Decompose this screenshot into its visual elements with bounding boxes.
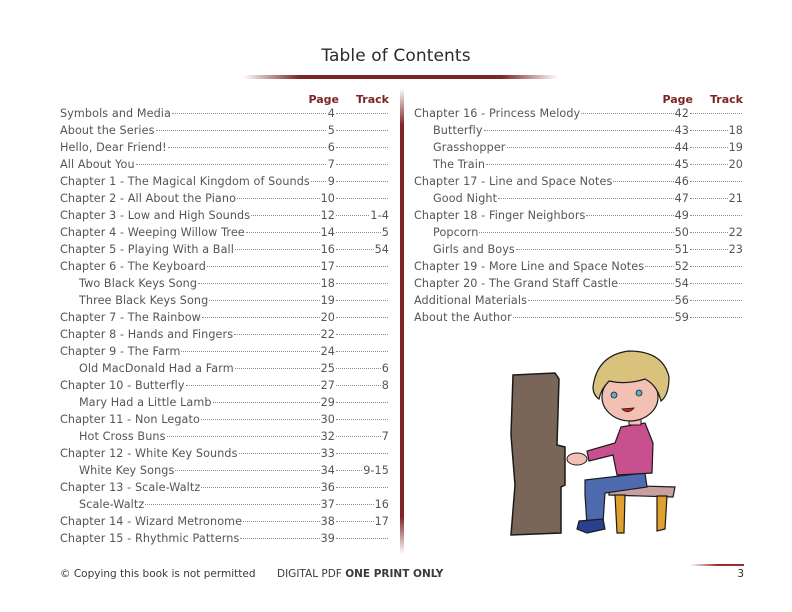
toc-entries: [60, 107, 389, 549]
toc-entry[interactable]: [414, 294, 743, 311]
toc-entry-page: 20: [320, 311, 335, 324]
toc-entry-page: 36: [320, 481, 335, 494]
dot-leader: [690, 164, 728, 165]
dot-leader: [336, 487, 388, 488]
toc-entry-title: Chapter 11 - Non Legato: [60, 413, 200, 426]
dot-leader: [156, 130, 326, 131]
dot-leader: [336, 538, 388, 539]
toc-entry-title: Chapter 6 - The Keyboard: [60, 260, 206, 273]
dot-leader: [336, 113, 388, 114]
toc-entry-page: 24: [320, 345, 335, 358]
column-divider: [400, 88, 404, 554]
toc-entry-track: 22: [728, 226, 743, 239]
toc-entry[interactable]: [60, 379, 389, 396]
dot-leader: [235, 368, 320, 369]
dot-leader: [690, 232, 728, 233]
toc-entry-title: Chapter 2 - All About the Piano: [60, 192, 237, 205]
dot-leader: [209, 300, 319, 301]
toc-entry[interactable]: [60, 124, 389, 141]
toc-entry-page: 37: [320, 498, 335, 511]
toc-entry-page: 54: [674, 277, 689, 290]
toc-entry[interactable]: [60, 294, 389, 311]
page-header: Page: [662, 93, 693, 106]
toc-entry-title: Chapter 20 - The Grand Staff Castle: [414, 277, 619, 290]
dot-leader: [690, 300, 742, 301]
toc-entry-title: Chapter 14 - Wizard Metronome: [60, 515, 243, 528]
dot-leader: [240, 538, 319, 539]
dot-leader: [336, 470, 362, 471]
shoe: [577, 519, 605, 533]
toc-entry-title: About the Series: [60, 124, 155, 137]
toc-entry[interactable]: [414, 243, 743, 260]
toc-entry-page: 59: [674, 311, 689, 324]
dot-leader: [145, 504, 319, 505]
toc-entry-track: 20: [728, 158, 743, 171]
edition-prefix: DIGITAL PDF: [277, 568, 342, 580]
dot-leader: [251, 215, 319, 216]
dot-leader: [336, 130, 388, 131]
dot-leader: [690, 266, 742, 267]
toc-entry[interactable]: [60, 430, 389, 447]
toc-entry-page: 45: [674, 158, 689, 171]
toc-entry-track: 23: [728, 243, 743, 256]
dot-leader: [619, 283, 674, 284]
toc-entry[interactable]: [414, 277, 743, 294]
dot-leader: [167, 436, 320, 437]
dot-leader: [235, 249, 320, 250]
toc-entry-title: Hot Cross Buns: [79, 430, 166, 443]
toc-entry-page: 12: [320, 209, 335, 222]
child-playing-piano-illustration: [505, 335, 695, 545]
toc-entry-page: 16: [320, 243, 335, 256]
toc-entry-title: Chapter 12 - White Key Sounds: [60, 447, 238, 460]
toc-entry-title: Chapter 18 - Finger Neighbors: [414, 209, 586, 222]
column-headers: [60, 92, 389, 107]
toc-entry[interactable]: [414, 226, 743, 243]
dot-leader: [172, 113, 326, 114]
page-title: Table of Contents: [321, 46, 471, 66]
dot-leader: [336, 419, 388, 420]
toc-entry[interactable]: [60, 515, 389, 532]
toc-entry-title: Chapter 3 - Low and High Sounds: [60, 209, 251, 222]
toc-entry[interactable]: [60, 362, 389, 379]
dot-leader: [336, 198, 388, 199]
track-header: Track: [710, 93, 743, 106]
toc-entry-track: 17: [374, 515, 389, 528]
toc-entry[interactable]: [60, 260, 389, 277]
toc-entry[interactable]: [60, 413, 389, 430]
toc-entry[interactable]: [60, 498, 389, 515]
toc-entry-page: 7: [327, 158, 335, 171]
dot-leader: [336, 283, 388, 284]
toc-entry[interactable]: [60, 481, 389, 498]
toc-entry-track: 5: [381, 226, 389, 239]
toc-entry-page: 39: [320, 532, 335, 545]
toc-entry-title: Chapter 5 - Playing With a Ball: [60, 243, 234, 256]
toc-entry[interactable]: [60, 464, 389, 481]
dot-leader: [507, 147, 674, 148]
dot-leader: [336, 453, 388, 454]
toc-entry[interactable]: [414, 124, 743, 141]
toc-entry[interactable]: [60, 345, 389, 362]
dot-leader: [690, 130, 728, 131]
toc-entry-page: 19: [320, 294, 335, 307]
dot-leader: [336, 402, 388, 403]
dot-leader: [168, 147, 326, 148]
toc-entry[interactable]: [414, 141, 743, 158]
toc-entry-page: 10: [320, 192, 335, 205]
page-number: 3: [737, 568, 744, 580]
dot-leader: [201, 419, 320, 420]
toc-entry-page: 46: [674, 175, 689, 188]
toc-entry-title: Old MacDonald Had a Farm: [79, 362, 234, 375]
toc-entry[interactable]: [414, 192, 743, 209]
dot-leader: [336, 300, 388, 301]
dot-leader: [498, 198, 673, 199]
toc-entry-page: 30: [320, 413, 335, 426]
toc-entry-title: Chapter 10 - Butterfly: [60, 379, 185, 392]
dot-leader: [136, 164, 326, 165]
toc-entry-page: 42: [674, 107, 689, 120]
dot-leader: [237, 198, 320, 199]
dot-leader: [690, 283, 742, 284]
toc-entry-page: 52: [674, 260, 689, 273]
dot-leader: [336, 317, 388, 318]
edition-bold: ONE PRINT ONLY: [345, 568, 444, 580]
toc-entry-track: 1-4: [370, 209, 389, 222]
dot-leader: [690, 113, 742, 114]
toc-entry-title: Additional Materials: [414, 294, 527, 307]
dot-leader: [645, 266, 673, 267]
dot-leader: [234, 334, 319, 335]
toc-entry-page: 9: [327, 175, 335, 188]
toc-entries: [414, 107, 743, 328]
toc-entry[interactable]: [60, 158, 389, 175]
piano-shape: [511, 373, 565, 535]
toc-entry-page: 14: [320, 226, 335, 239]
toc-entry-title: Popcorn: [433, 226, 479, 239]
toc-left-column: [60, 92, 389, 549]
toc-entry-page: 6: [327, 141, 335, 154]
toc-entry-title: Girls and Boys: [433, 243, 515, 256]
bench-leg-left: [615, 495, 625, 533]
toc-entry-title: Hello, Dear Friend!: [60, 141, 167, 154]
toc-entry-title: Chapter 13 - Scale-Waltz: [60, 481, 201, 494]
dot-leader: [479, 232, 673, 233]
shirt: [587, 423, 653, 475]
dot-leader: [336, 266, 388, 267]
page-header: Page: [308, 93, 339, 106]
dot-leader: [243, 521, 319, 522]
dot-leader: [239, 453, 320, 454]
toc-entry-title: Chapter 15 - Rhythmic Patterns: [60, 532, 240, 545]
toc-entry-title: About the Author: [414, 311, 512, 324]
dot-leader: [336, 504, 374, 505]
dot-leader: [581, 113, 673, 114]
toc-entry-title: Two Black Keys Song: [79, 277, 198, 290]
toc-entry[interactable]: [60, 107, 389, 124]
toc-entry-page: 4: [327, 107, 335, 120]
dot-leader: [336, 351, 388, 352]
toc-entry-track: 8: [381, 379, 389, 392]
toc-entry-track: 7: [381, 430, 389, 443]
toc-right-column: [414, 92, 743, 328]
dot-leader: [336, 249, 374, 250]
dot-leader: [690, 147, 728, 148]
toc-entry-title: Chapter 1 - The Magical Kingdom of Sounds: [60, 175, 310, 188]
toc-entry-track: 21: [728, 192, 743, 205]
toc-entry[interactable]: [60, 532, 389, 549]
dot-leader: [513, 317, 674, 318]
toc-entry[interactable]: [414, 107, 743, 124]
toc-entry[interactable]: [60, 243, 389, 260]
dot-leader: [336, 215, 369, 216]
edition-notice: [277, 568, 443, 580]
toc-entry-page: 25: [320, 362, 335, 375]
dot-leader: [186, 385, 320, 386]
dot-leader: [207, 266, 320, 267]
toc-entry-title: Good Night: [433, 192, 498, 205]
dot-leader: [336, 232, 381, 233]
toc-entry[interactable]: [60, 311, 389, 328]
dot-leader: [336, 164, 388, 165]
toc-entry-page: 29: [320, 396, 335, 409]
toc-entry-title: Grasshopper: [433, 141, 506, 154]
toc-entry[interactable]: [414, 311, 743, 328]
toc-entry-title: Chapter 9 - The Farm: [60, 345, 181, 358]
dot-leader: [336, 147, 388, 148]
toc-entry-track: 9-15: [363, 464, 389, 477]
copyright-notice: © Copying this book is not permitted: [60, 568, 256, 580]
toc-entry-page: 27: [320, 379, 335, 392]
toc-entry[interactable]: [60, 175, 389, 192]
toc-entry-page: 47: [674, 192, 689, 205]
toc-entry-title: White Key Songs: [79, 464, 175, 477]
toc-entry[interactable]: [60, 209, 389, 226]
toc-entry[interactable]: [60, 226, 389, 243]
track-header: Track: [356, 93, 389, 106]
title-underline: [243, 75, 558, 79]
toc-entry-track: 16: [374, 498, 389, 511]
toc-entry-page: 49: [674, 209, 689, 222]
toc-entry-page: 34: [320, 464, 335, 477]
toc-entry[interactable]: [60, 396, 389, 413]
toc-entry-track: 6: [381, 362, 389, 375]
dot-leader: [246, 232, 320, 233]
dot-leader: [198, 283, 320, 284]
dot-leader: [336, 181, 388, 182]
dot-leader: [175, 470, 319, 471]
dot-leader: [690, 249, 728, 250]
hand: [567, 453, 587, 465]
dot-leader: [336, 334, 388, 335]
dot-leader: [311, 181, 326, 182]
dot-leader: [690, 181, 742, 182]
toc-entry[interactable]: [60, 277, 389, 294]
toc-entry-title: Chapter 19 - More Line and Space Notes: [414, 260, 645, 273]
dot-leader: [528, 300, 674, 301]
toc-entry[interactable]: [60, 447, 389, 464]
toc-entry-title: Chapter 8 - Hands and Fingers: [60, 328, 234, 341]
toc-entry-page: 5: [327, 124, 335, 137]
dot-leader: [336, 368, 381, 369]
dot-leader: [690, 198, 728, 199]
toc-entry-page: 56: [674, 294, 689, 307]
column-headers: [414, 92, 743, 107]
dot-leader: [336, 436, 381, 437]
eye-right: [636, 390, 642, 396]
dot-leader: [613, 181, 673, 182]
toc-entry-title: Scale-Waltz: [79, 498, 145, 511]
dot-leader: [516, 249, 674, 250]
toc-entry-track: 19: [728, 141, 743, 154]
dot-leader: [690, 215, 742, 216]
dot-leader: [213, 402, 320, 403]
toc-entry[interactable]: [60, 328, 389, 345]
dot-leader: [336, 521, 374, 522]
dot-leader: [486, 164, 673, 165]
toc-entry-title: Chapter 16 - Princess Melody: [414, 107, 581, 120]
toc-entry-title: Butterfly: [433, 124, 483, 137]
toc-entry-page: 22: [320, 328, 335, 341]
toc-entry-page: 38: [320, 515, 335, 528]
toc-entry-page: 50: [674, 226, 689, 239]
toc-entry-page: 51: [674, 243, 689, 256]
toc-entry-page: 44: [674, 141, 689, 154]
dot-leader: [484, 130, 674, 131]
toc-entry-title: Symbols and Media: [60, 107, 171, 120]
dot-leader: [690, 317, 742, 318]
toc-entry-title: Chapter 4 - Weeping Willow Tree: [60, 226, 245, 239]
toc-entry-title: Mary Had a Little Lamb: [79, 396, 212, 409]
dot-leader: [586, 215, 673, 216]
toc-entry-page: 33: [320, 447, 335, 460]
toc-entry-title: Chapter 17 - Line and Space Notes: [414, 175, 613, 188]
toc-entry[interactable]: [60, 192, 389, 209]
toc-entry-page: 32: [320, 430, 335, 443]
dot-leader: [336, 385, 381, 386]
dot-leader: [201, 487, 319, 488]
toc-entry[interactable]: [60, 141, 389, 158]
toc-entry-title: The Train: [433, 158, 486, 171]
toc-entry-title: Chapter 7 - The Rainbow: [60, 311, 201, 324]
toc-entry[interactable]: [414, 158, 743, 175]
toc-entry-track: 54: [374, 243, 389, 256]
toc-entry-page: 43: [674, 124, 689, 137]
toc-entry[interactable]: [414, 209, 743, 226]
dot-leader: [181, 351, 319, 352]
toc-entry-page: 18: [320, 277, 335, 290]
toc-entry[interactable]: [414, 260, 743, 277]
toc-entry-title: All About You: [60, 158, 135, 171]
eye-left: [611, 392, 617, 398]
toc-entry[interactable]: [414, 175, 743, 192]
toc-entry-track: 18: [728, 124, 743, 137]
toc-entry-title: Three Black Keys Song: [79, 294, 209, 307]
toc-entry-page: 17: [320, 260, 335, 273]
bench-leg-right: [657, 496, 667, 531]
dot-leader: [202, 317, 320, 318]
footer-rule: [690, 564, 744, 566]
